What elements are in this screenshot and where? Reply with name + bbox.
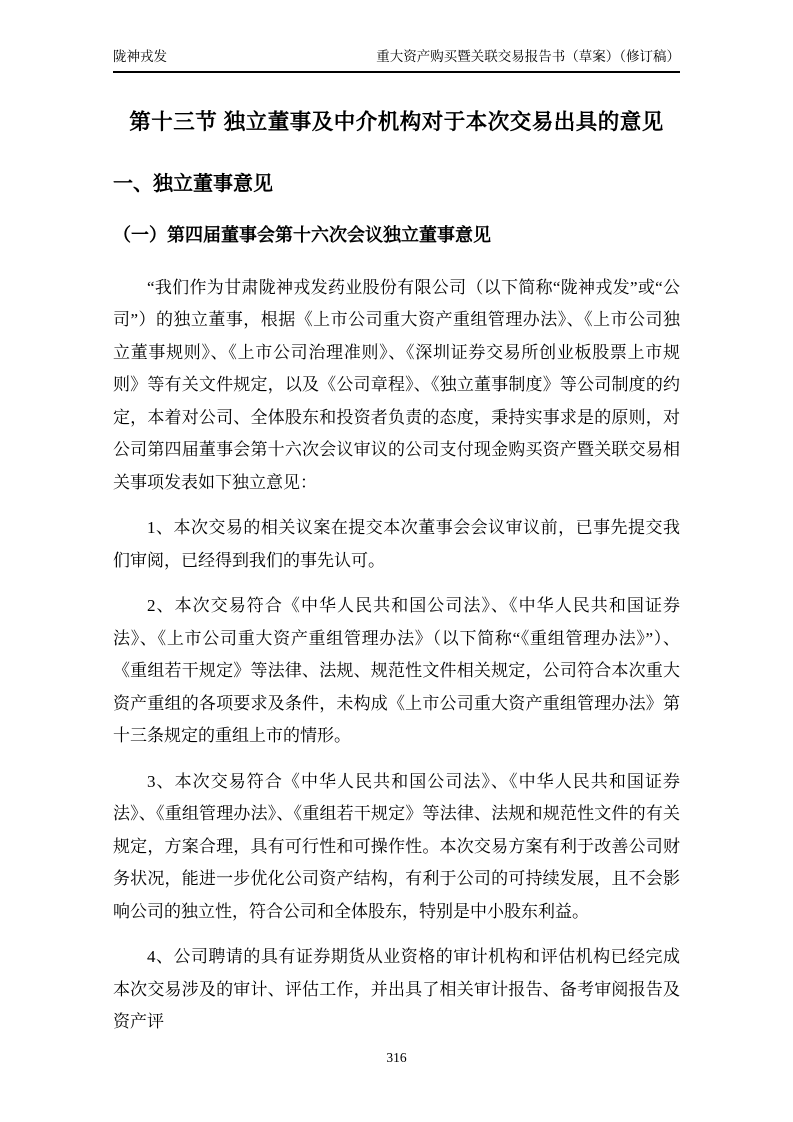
body-paragraph-item-2: 2、本次交易符合《中华人民共和国公司法》、《中华人民共和国证券法》、《上市公司重大资产重组管理办法》（以下简称“《重组管理办法》”）、《重组若干规定》等法律、法规、规范性文件相关规定，公司符合本次重大资产重组的各项要求及条件，未构成《上市公司重大资产重组管理办法》第十三条规定的重组上市的情形。 (113, 596, 680, 746)
body-text (113, 272, 680, 1039)
body-paragraph-intro: “我们作为甘肃陇神戎发药业股份有限公司（以下简称“陇神戎发”或“公司”）的独立董事，根据《上市公司重大资产重组管理办法》、《上市公司独立董事规则》、《上市公司治理准则》、《深圳证券交易所创业板股票上市规则》等有关文件规定，以及《公司章程》、《独立董事制度》等公司制度的约定，本着对公司、全体股东和投资者负责的态度，秉持实事求是的原则，对公司第四届董事会第十六次会议审议的公司支付现金购买资产暨关联交易相关事项发表如下独立意见： (113, 277, 680, 492)
subsection-heading: （一）第四届董事会第十六次会议独立董事意见 (113, 225, 491, 246)
chapter-title: 第十三节 独立董事及中介机构对于本次交易出具的意见 (129, 110, 664, 135)
page-number: 316 (386, 1050, 407, 1065)
header-report-title: 重大资产购买暨关联交易报告书（草案）（修订稿） (376, 49, 680, 64)
body-paragraph-item-3: 3、本次交易符合《中华人民共和国公司法》、《中华人民共和国证券法》、《重组管理办法》、《重组若干规定》等法律、法规和规范性文件的有关规定，方案合理，具有可行性和可操作性。本次交易方案有利于改善公司财务状况，能进一步优化公司资产结构，有利于公司的可持续发展，且不会影响公司的独立性，符合公司和全体股东，特别是中小股东利益。 (113, 771, 680, 921)
section-heading: 一、独立董事意见 (113, 173, 273, 196)
header-company-name: 陇神戎发 (113, 49, 167, 64)
body-paragraph-item-4: 4、公司聘请的具有证券期货从业资格的审计机构和评估机构已经完成本次交易涉及的审计、评估工作，并出具了相关审计报告、备考审阅报告及资产评 (113, 947, 680, 1032)
page-header (113, 49, 680, 73)
body-paragraph-item-1: 1、本次交易的相关议案在提交本次董事会会议审议前，已事先提交我们审阅，已经得到我们的事先认可。 (113, 518, 680, 570)
page-footer (0, 1050, 793, 1066)
